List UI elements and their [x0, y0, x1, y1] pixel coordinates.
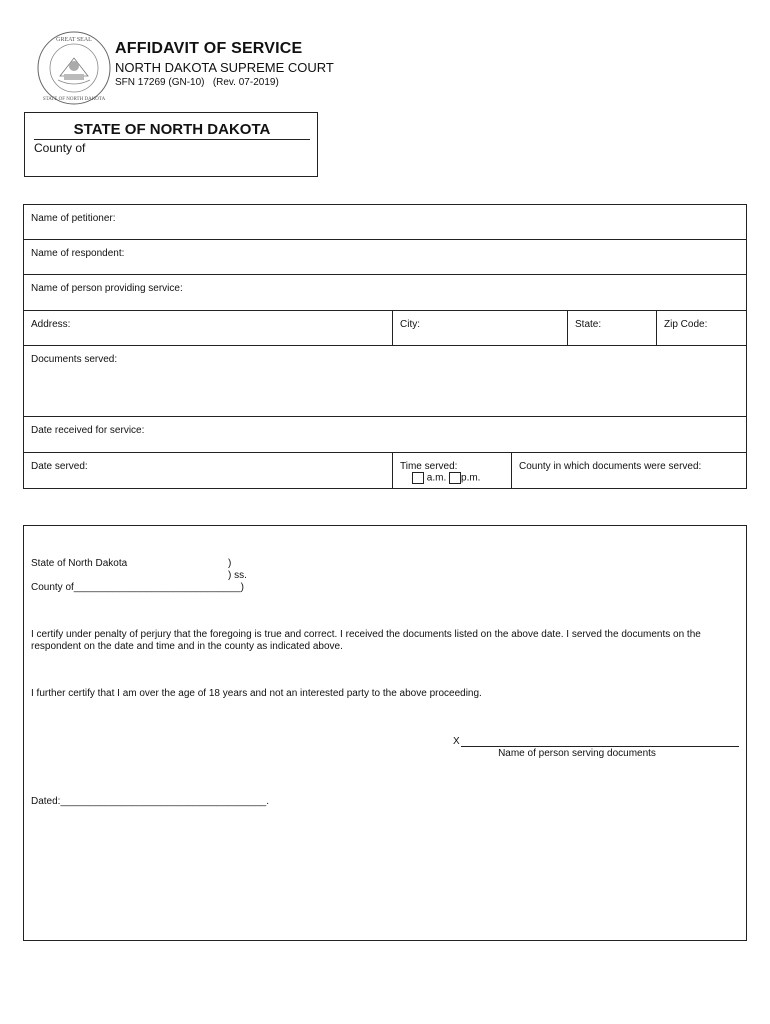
date-served-label: Date served: [31, 461, 88, 472]
respondent-label: Name of respondent: [31, 248, 125, 259]
documents-row[interactable] [24, 346, 746, 417]
dated-field[interactable]: Dated:_____________________________________. [31, 796, 270, 807]
address-field[interactable] [24, 311, 392, 345]
ss-paren-1: ) [228, 558, 232, 569]
respondent-row[interactable] [24, 240, 746, 275]
signature-line[interactable] [461, 746, 739, 747]
documents-label: Documents served: [31, 354, 118, 365]
date-served-row [24, 453, 746, 488]
ss-mark: ) ss. [228, 570, 247, 581]
court-name: NORTH DAKOTA SUPREME COURT [115, 60, 334, 75]
state-line: State of North Dakota [31, 558, 128, 569]
am-checkbox[interactable] [412, 472, 424, 484]
petitioner-label: Name of petitioner: [31, 213, 116, 224]
state-field[interactable] [567, 311, 656, 345]
document-title: AFFIDAVIT OF SERVICE [115, 40, 303, 57]
state-label: State: [575, 319, 602, 330]
zip-field[interactable] [656, 311, 746, 345]
svg-text:STATE OF NORTH DAKOTA: STATE OF NORTH DAKOTA [42, 97, 106, 102]
form-id: SFN 17269 (GN-10) (Rev. 07-2019) [115, 77, 279, 88]
date-served-field[interactable] [24, 453, 392, 488]
certify-statement: I certify under penalty of perjury that the foregoing is true and correct. I received the documents listed on the above date. I served the documents on the respondent on the date and time and in the county as indicated above. [31, 629, 701, 652]
pm-label: p.m. [461, 472, 481, 484]
pm-checkbox[interactable] [449, 472, 461, 484]
city-field[interactable] [392, 311, 567, 345]
county-served-label: County in which documents were served: [519, 461, 702, 472]
county-line[interactable]: County of______________________________) [31, 582, 244, 593]
svg-text:GREAT SEAL: GREAT SEAL [56, 37, 92, 43]
time-served-field [392, 453, 511, 488]
address-label: Address: [31, 319, 71, 330]
server-row[interactable] [24, 275, 746, 311]
time-served-label: Time served: [400, 461, 458, 472]
petitioner-row[interactable] [24, 205, 746, 240]
date-received-label: Date received for service: [31, 425, 145, 436]
county-field[interactable]: County of [34, 141, 86, 155]
state-seal-logo [36, 30, 112, 106]
server-label: Name of person providing service: [31, 283, 183, 294]
signature-caption: Name of person serving documents [498, 748, 656, 759]
state-title: STATE OF NORTH DAKOTA [34, 121, 310, 140]
am-label: a.m. [426, 472, 447, 484]
address-row [24, 311, 746, 346]
signature-mark: X [453, 736, 460, 747]
service-info-table [23, 204, 747, 489]
age-statement: I further certify that I am over the age of 18 years and not an interested party to the above proceeding. [31, 688, 482, 699]
zip-label: Zip Code: [664, 319, 708, 330]
date-received-row[interactable] [24, 417, 746, 453]
city-label: City: [400, 319, 420, 330]
county-served-field[interactable] [511, 453, 746, 488]
